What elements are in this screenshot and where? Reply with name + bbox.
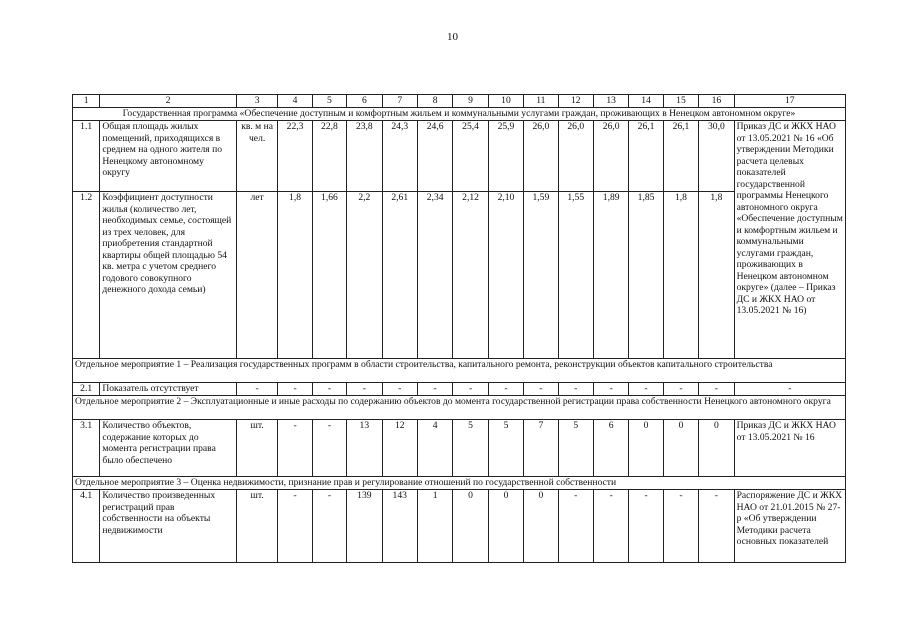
- indicator-name: Общая площадь жилых помещений, приходящихся в среднем на одного жителя по Ненецкому автономному округу: [100, 121, 237, 192]
- program-title-row: [73, 108, 846, 121]
- header-cell: 12: [558, 95, 593, 108]
- value-cell: -: [629, 383, 663, 396]
- row-number: 2.1: [73, 383, 100, 396]
- unit-cell: лет: [236, 192, 277, 359]
- header-cell: 1: [73, 95, 100, 108]
- row-number: 4.1: [73, 490, 100, 563]
- basis-document: Приказ ДС и ЖКХ НАО от 13.05.2021 № 16: [734, 420, 845, 477]
- value-cell: 0: [524, 490, 558, 563]
- value-cell: 26,0: [593, 121, 628, 192]
- value-cell: -: [558, 383, 593, 396]
- value-cell: 24,6: [417, 121, 452, 192]
- column-number-row: [73, 95, 846, 108]
- value-cell: 5: [488, 420, 523, 477]
- value-cell: 1,8: [699, 192, 734, 359]
- value-cell: 12: [382, 420, 417, 477]
- value-cell: 24,3: [382, 121, 417, 192]
- table-row: [73, 192, 846, 359]
- event-title-row: [73, 359, 846, 383]
- value-cell: -: [524, 383, 558, 396]
- header-cell: 14: [629, 95, 663, 108]
- unit-cell: -: [236, 383, 277, 396]
- row-number: 1.2: [73, 192, 100, 359]
- value-cell: -: [382, 383, 417, 396]
- header-cell: 7: [382, 95, 417, 108]
- value-cell: 2,2: [347, 192, 382, 359]
- value-cell: -: [312, 383, 346, 396]
- header-cell: 9: [453, 95, 488, 108]
- unit-cell: шт.: [236, 420, 277, 477]
- value-cell: 25,9: [488, 121, 523, 192]
- row-number: 1.1: [73, 121, 100, 192]
- program-title: Государственная программа «Обеспечение доступным и комфортным жильем и коммунальными услугами граждан, проживающих в Ненецком автономном округе»: [73, 108, 846, 121]
- value-cell: 1: [417, 490, 452, 563]
- basis-document: -: [734, 383, 845, 396]
- value-cell: 5: [558, 420, 593, 477]
- value-cell: 5: [453, 420, 488, 477]
- value-cell: 22,3: [278, 121, 312, 192]
- header-cell: 2: [100, 95, 237, 108]
- value-cell: 13: [347, 420, 382, 477]
- event-title: Отдельное мероприятие 2 – Эксплуатационные и иные расходы по содержанию объектов до момента государственной регистрации права собственности Ненецкого автономного округа: [73, 396, 846, 420]
- value-cell: 26,0: [558, 121, 593, 192]
- value-cell: -: [278, 420, 312, 477]
- value-cell: 4: [417, 420, 452, 477]
- value-cell: 23,8: [347, 121, 382, 192]
- indicators-table: [72, 94, 846, 563]
- table-row: [73, 490, 846, 563]
- header-cell: 6: [347, 95, 382, 108]
- header-cell: 13: [593, 95, 628, 108]
- value-cell: -: [699, 383, 734, 396]
- basis-document: Распоряжение ДС и ЖКХ НАО от 21.01.2015 № 27-р «Об утверждении Методики расчета основных показателей: [734, 490, 845, 563]
- indicator-name: Коэффициент доступности жилья (количество лет, необходимых семье, состоящей из трех человек, для приобретения стандартной квартиры общей площадью 54 кв. метра с учетом среднего годового совокупного денежного дохода семьи): [100, 192, 237, 359]
- table-row: [73, 121, 846, 192]
- value-cell: 1,85: [629, 192, 663, 359]
- value-cell: 0: [699, 420, 734, 477]
- header-cell: 8: [417, 95, 452, 108]
- header-cell: 4: [278, 95, 312, 108]
- unit-cell: кв. м на чел.: [236, 121, 277, 192]
- value-cell: -: [488, 383, 523, 396]
- value-cell: 0: [488, 490, 523, 563]
- value-cell: -: [347, 383, 382, 396]
- table-row: [73, 420, 846, 477]
- value-cell: 26,1: [663, 121, 698, 192]
- value-cell: 1,8: [278, 192, 312, 359]
- value-cell: -: [278, 490, 312, 563]
- event-title-row: [73, 477, 846, 490]
- value-cell: -: [453, 383, 488, 396]
- value-cell: 1,8: [663, 192, 698, 359]
- value-cell: -: [663, 383, 698, 396]
- value-cell: -: [593, 383, 628, 396]
- basis-document: Приказ ДС и ЖКХ НАО от 13.05.2021 № 16 «Об утверждении Методики расчета целевых показателей государственной программы Ненецкого автономного округа «Обеспечение доступным и комфортным жильем и коммунальными услугами граждан, проживающих в Ненецком автономном округе» (далее – Приказ ДС и ЖКХ НАО от 13.05.2021 № 16): [734, 121, 845, 359]
- event-title: Отдельное мероприятие 3 – Оценка недвижимости, признание прав и регулирование отношений по государственной собственности: [73, 477, 846, 490]
- header-cell: 15: [663, 95, 698, 108]
- value-cell: 25,4: [453, 121, 488, 192]
- value-cell: -: [663, 490, 698, 563]
- value-cell: -: [558, 490, 593, 563]
- value-cell: 139: [347, 490, 382, 563]
- value-cell: 1,55: [558, 192, 593, 359]
- row-number: 3.1: [73, 420, 100, 477]
- indicator-name: Показатель отсутствует: [100, 383, 237, 396]
- value-cell: -: [593, 490, 628, 563]
- value-cell: 26,0: [524, 121, 558, 192]
- value-cell: -: [629, 490, 663, 563]
- indicator-name: Количество объектов, содержание которых до момента регистрации права было обеспечено: [100, 420, 237, 477]
- value-cell: -: [312, 420, 346, 477]
- value-cell: 26,1: [629, 121, 663, 192]
- header-cell: 11: [524, 95, 558, 108]
- value-cell: 30,0: [699, 121, 734, 192]
- value-cell: -: [312, 490, 346, 563]
- value-cell: 1,59: [524, 192, 558, 359]
- page-number: 10: [447, 31, 458, 43]
- value-cell: 0: [629, 420, 663, 477]
- value-cell: -: [417, 383, 452, 396]
- value-cell: 6: [593, 420, 628, 477]
- header-cell: 5: [312, 95, 346, 108]
- value-cell: 22,8: [312, 121, 346, 192]
- value-cell: 0: [453, 490, 488, 563]
- value-cell: 7: [524, 420, 558, 477]
- header-cell: 17: [734, 95, 845, 108]
- value-cell: 2,61: [382, 192, 417, 359]
- header-cell: 10: [488, 95, 523, 108]
- unit-cell: шт.: [236, 490, 277, 563]
- header-cell: 16: [699, 95, 734, 108]
- value-cell: 1,66: [312, 192, 346, 359]
- indicator-name: Количество произведенных регистраций прав собственности на объекты недвижимости: [100, 490, 237, 563]
- value-cell: 143: [382, 490, 417, 563]
- value-cell: 2,12: [453, 192, 488, 359]
- header-cell: 3: [236, 95, 277, 108]
- table-row: [73, 383, 846, 396]
- event-title-row: [73, 396, 846, 420]
- value-cell: -: [699, 490, 734, 563]
- value-cell: 2,34: [417, 192, 452, 359]
- value-cell: 2,10: [488, 192, 523, 359]
- event-title: Отдельное мероприятие 1 – Реализация государственных программ в области строительства, капитального ремонта, реконструкции объектов капитального строительства: [73, 359, 846, 383]
- value-cell: -: [278, 383, 312, 396]
- value-cell: 1,89: [593, 192, 628, 359]
- value-cell: 0: [663, 420, 698, 477]
